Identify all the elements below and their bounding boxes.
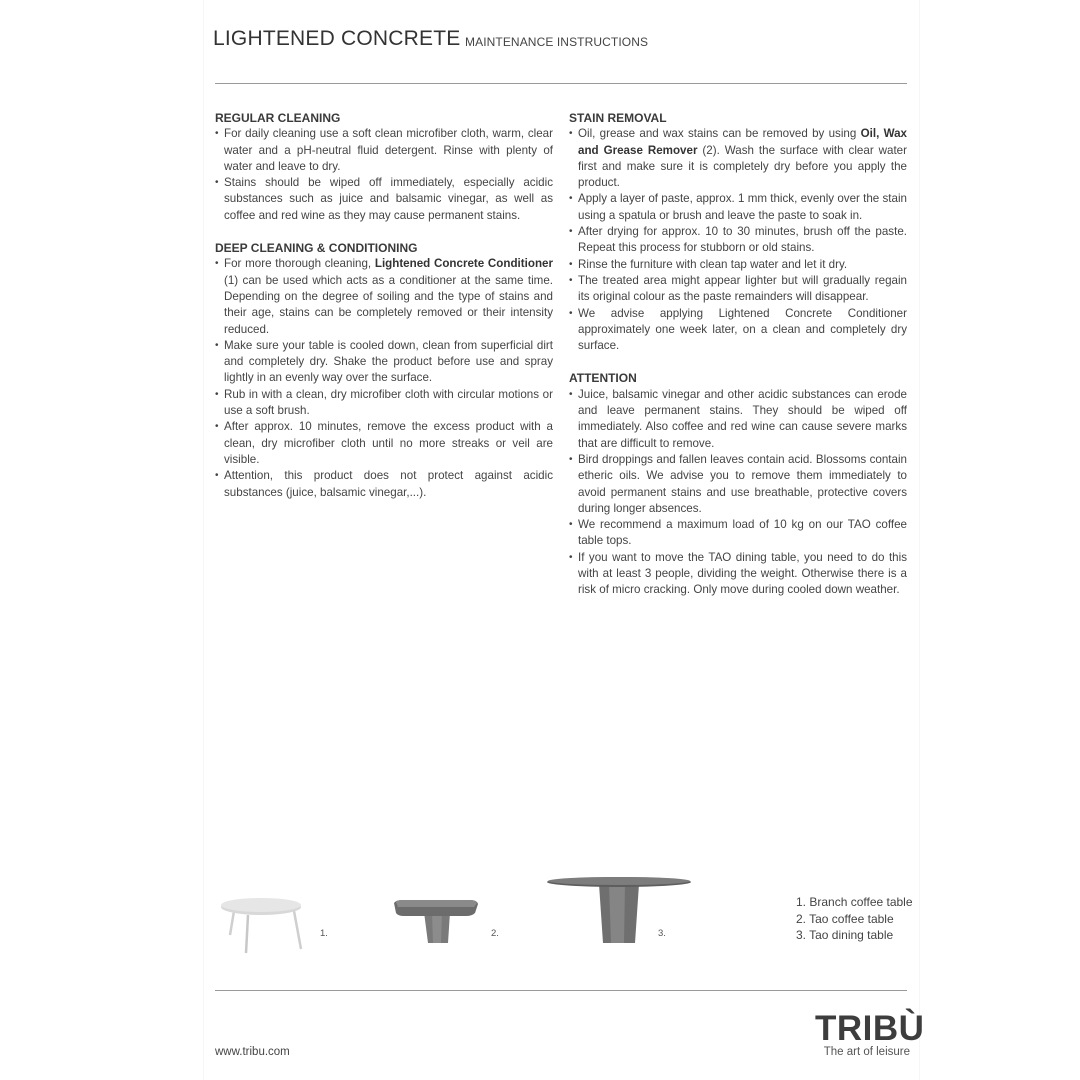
website-link[interactable]: www.tribu.com xyxy=(215,1046,290,1058)
list-item: • After drying for approx. 10 to 30 minutes, brush off the paste. Repeat this process for stubborn or old stains. xyxy=(569,224,907,257)
list-item: • Rinse the furniture with clean tap water and let it dry. xyxy=(569,257,907,273)
item-text: (1) can be used which acts as a conditioner at the same time. Depending on the degree of soiling and the type of stains and their age, stains can be completely removed or their intensity reduced. xyxy=(224,273,553,336)
list-item: • Rub in with a clean, dry microfiber cloth with circular motions or use a soft brush. xyxy=(215,387,553,420)
legend-item: 1. Branch coffee table xyxy=(796,895,913,909)
attention-section xyxy=(569,370,907,598)
list-item: • For daily cleaning use a soft clean microfiber cloth, warm, clear water and a pH-neutral fluid detergent. Rinse with plenty of water and leave to dry. xyxy=(215,126,553,175)
list-item: • If you want to move the TAO dining table, you need to do this with at least 3 people, dividing the weight. Otherwise there is a risk of micro cracking. Only move during cooled down weather. xyxy=(569,550,907,599)
list-item: • After approx. 10 minutes, remove the excess product with a clean, dry microfiber cloth until no more streaks or veil are visible. xyxy=(215,419,553,468)
footer-divider xyxy=(215,990,907,991)
regular-cleaning-section xyxy=(215,110,553,224)
list-item: • Make sure your table is cooled down, clean from superficial dirt and completely dry. Shake the product before use and spray lightly in an evenly way over the surface. xyxy=(215,338,553,387)
list-item: • Juice, balsamic vinegar and other acidic substances can erode and leave permanent stains. They should be wiped off immediately. Also coffee and red wine can cause severe marks that are difficult to remove. xyxy=(569,387,907,452)
brand-tagline: The art of leisure xyxy=(823,1046,910,1058)
document-subtitle: MAINTENANCE INSTRUCTIONS xyxy=(465,35,649,49)
item-text: Oil, grease and wax stains can be removed by using xyxy=(578,127,861,141)
legend-item: 3. Tao dining table xyxy=(796,928,894,942)
document-title: LIGHTENED CONCRETE xyxy=(213,27,461,50)
deep-cleaning-section xyxy=(215,240,553,501)
product-label-1: 1. xyxy=(320,928,328,939)
list-item xyxy=(215,256,553,337)
list-item xyxy=(569,126,907,191)
list-item: • Stains should be wiped off immediately, especially acidic substances such as juice and balsamic vinegar, as well as coffee and red wine as they may cause permanent stains. xyxy=(215,175,553,224)
list-item: • Apply a layer of paste, approx. 1 mm thick, evenly over the stain using a spatula or brush and leave the paste to soak in. xyxy=(569,191,907,224)
stain-removal-heading: STAIN REMOVAL xyxy=(569,111,667,125)
tao-dining-table-image xyxy=(545,874,693,946)
product-legend xyxy=(796,894,913,944)
stain-removal-section xyxy=(569,110,907,354)
brand-logo xyxy=(815,1009,925,1058)
brand-name: TRIBÙ xyxy=(815,1009,925,1048)
list-item: • Bird droppings and fallen leaves contain acid. Blossoms contain etheric oils. We advise you to remove them immediately to avoid permanent stains and use breathable, protective covers during longer absences. xyxy=(569,452,907,517)
product-label-2: 2. xyxy=(491,928,499,939)
product-label-3: 3. xyxy=(658,928,666,939)
list-item: • We advise applying Lightened Concrete Conditioner approximately one week later, on a clean and completely dry surface. xyxy=(569,306,907,355)
list-item: • We recommend a maximum load of 10 kg on our TAO coffee table tops. xyxy=(569,517,907,550)
product-name-remover: Oil, Wax and Grease Remover xyxy=(578,127,907,157)
attention-heading: ATTENTION xyxy=(569,371,637,386)
header-divider xyxy=(215,83,907,84)
regular-cleaning-heading: REGULAR CLEANING xyxy=(215,111,341,125)
left-column xyxy=(215,110,553,517)
list-item: • The treated area might appear lighter but will gradually regain its original colour as the paste remainders will disappear. xyxy=(569,273,907,306)
product-name-conditioner: Lightened Concrete Conditioner xyxy=(374,257,553,271)
tao-coffee-table-image xyxy=(388,898,483,946)
right-column xyxy=(569,110,907,615)
branch-coffee-table-image xyxy=(218,895,308,957)
list-item: • Attention, this product does not protect against acidic substances (juice, balsamic vinegar,...). xyxy=(215,468,553,501)
legend-item: 2. Tao coffee table xyxy=(796,911,894,926)
item-text: For more thorough cleaning, xyxy=(224,257,375,271)
item-text: (2). Wash the surface with clear water first and make sure it is completely dry before you apply the product. xyxy=(578,143,907,190)
deep-cleaning-heading: DEEP CLEANING & CONDITIONING xyxy=(215,241,418,256)
